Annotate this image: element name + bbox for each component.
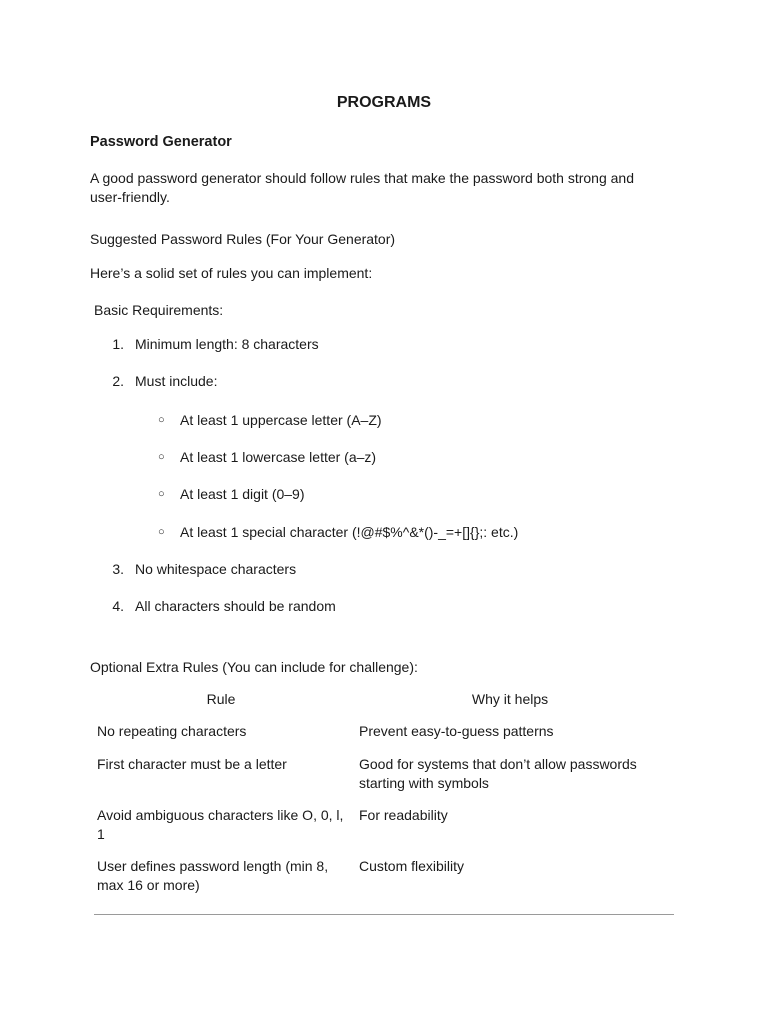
table-header-rule: Rule <box>206 691 236 707</box>
bullet-circle-icon: ○ <box>158 526 165 538</box>
list-number: 4. <box>112 598 124 614</box>
sub-list-item: At least 1 lowercase letter (a–z) <box>180 449 377 465</box>
table-cell-why: Prevent easy-to-guess patterns <box>359 723 554 739</box>
optional-rules-heading: Optional Extra Rules (You can include for challenge): <box>90 659 418 675</box>
bullet-circle-icon: ○ <box>158 488 165 500</box>
bullet-circle-icon: ○ <box>158 451 165 463</box>
table-header-why: Why it helps <box>471 691 549 707</box>
basic-requirements-heading: Basic Requirements: <box>94 302 224 318</box>
sub-list-item: At least 1 digit (0–9) <box>180 486 305 502</box>
list-number: 3. <box>112 561 124 577</box>
list-number: 1. <box>112 336 124 352</box>
table-cell-rule: No repeating characters <box>97 723 247 739</box>
page-title: PROGRAMS <box>336 94 432 111</box>
table-cell-why: Good for systems that don’t allow passwords starting with symbols <box>359 756 637 791</box>
table-cell-rule: First character must be a letter <box>97 756 287 772</box>
list-item: All characters should be random <box>135 598 336 614</box>
list-item: Minimum length: 8 characters <box>135 336 319 352</box>
table-cell-why: For readability <box>359 807 448 823</box>
bullet-circle-icon: ○ <box>158 414 165 426</box>
table-bottom-divider <box>94 914 674 915</box>
table-cell-rule: Avoid ambiguous characters like O, 0, l, 1 <box>97 807 344 842</box>
intro-paragraph: A good password generator should follow rules that make the password both strong and user-friendly. <box>90 170 634 205</box>
list-item: No whitespace characters <box>135 561 297 577</box>
list-item: Must include: <box>135 373 218 389</box>
section-heading: Password Generator <box>90 134 232 150</box>
table-cell-rule: User defines password length (min 8, max 16 or more) <box>97 858 329 893</box>
sub-list-item: At least 1 uppercase letter (A–Z) <box>180 412 382 428</box>
list-number: 2. <box>112 373 124 389</box>
solid-set-line: Here’s a solid set of rules you can implement: <box>90 265 373 281</box>
suggested-rules-line: Suggested Password Rules (For Your Generator) <box>90 231 396 247</box>
sub-list-item: At least 1 special character (!@#$%^&*()-_=+[]{};: etc.) <box>180 524 519 540</box>
table-cell-why: Custom flexibility <box>359 858 465 874</box>
